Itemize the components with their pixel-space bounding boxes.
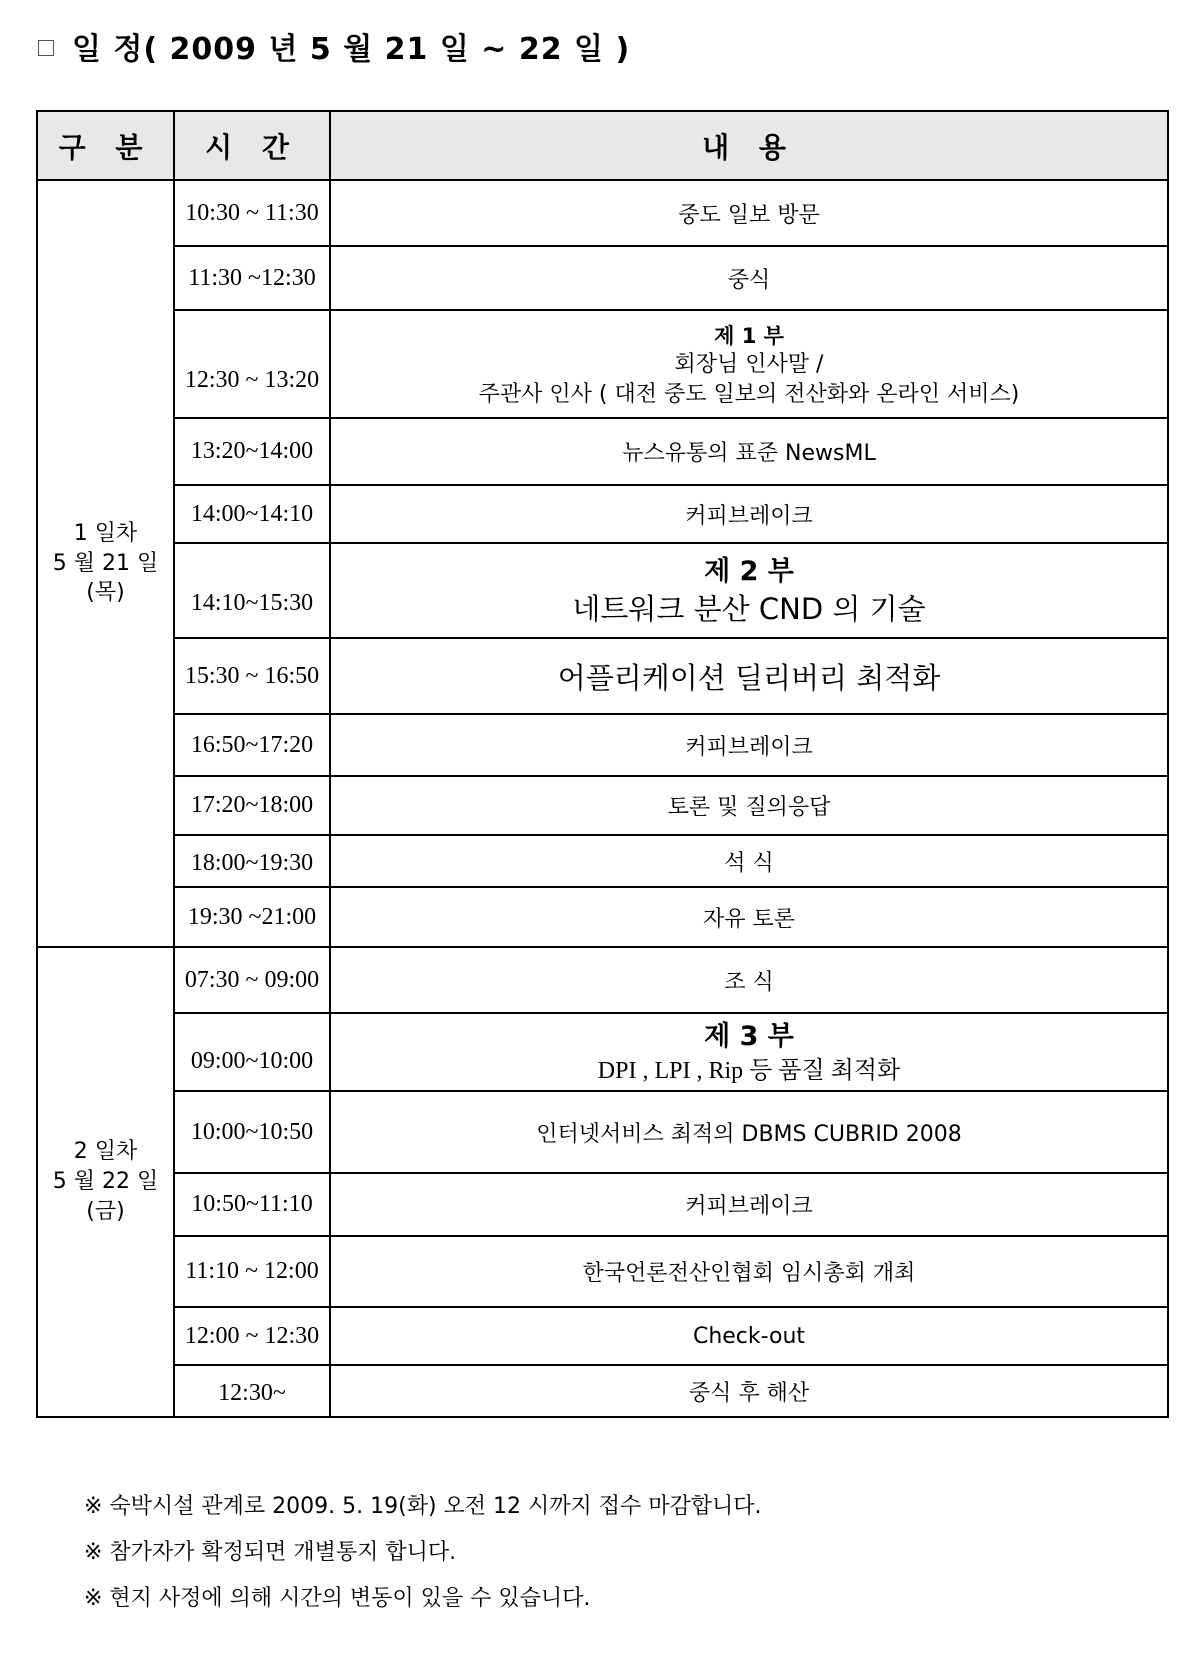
time-cell: 10:30 ~ 11:30 bbox=[174, 180, 330, 246]
time-cell: 13:20~14:00 bbox=[174, 418, 330, 485]
time-cell: 11:30 ~12:30 bbox=[174, 246, 330, 310]
time-cell: 16:50~17:20 bbox=[174, 714, 330, 776]
time-cell: 12:30 ~ 13:20 bbox=[174, 310, 330, 418]
time-cell: 14:10~15:30 bbox=[174, 543, 330, 638]
content-line: 주관사 인사 ( 대전 중도 일보의 전산화와 온라인 서비스) bbox=[478, 382, 1020, 408]
schedule-table bbox=[36, 110, 1169, 1418]
content-cell: 중식 bbox=[330, 246, 1168, 310]
time-cell: 09:00~10:00 bbox=[174, 1013, 330, 1091]
time-cell: 19:30 ~21:00 bbox=[174, 887, 330, 947]
table-row bbox=[37, 310, 1168, 418]
content-cell: 인터넷서비스 최적의 DBMS CUBRID 2008 bbox=[330, 1091, 1168, 1173]
note-item: ※ 참가자가 확정되면 개별통지 합니다. bbox=[84, 1540, 457, 1565]
content-line: DPI , LPI , Rip 등 품질 최적화 bbox=[597, 1058, 901, 1085]
table-row bbox=[37, 1365, 1168, 1417]
day1-label: 1 일차 bbox=[73, 520, 138, 546]
day2-date: 5 월 22 일 bbox=[52, 1169, 159, 1195]
content-cell: 커피브레이크 bbox=[330, 1173, 1168, 1236]
table-row bbox=[37, 714, 1168, 776]
table-row bbox=[37, 887, 1168, 947]
content-cell: 중식 후 해산 bbox=[330, 1365, 1168, 1417]
header-content: 내 용 bbox=[330, 111, 1168, 180]
content-cell: 자유 토론 bbox=[330, 887, 1168, 947]
day1-cell bbox=[37, 180, 174, 947]
day1-weekday: (목) bbox=[86, 580, 125, 606]
session-title: 제 1 부 bbox=[714, 324, 784, 349]
checkbox-square-icon bbox=[38, 40, 54, 56]
header-row bbox=[37, 111, 1168, 180]
table-row bbox=[37, 418, 1168, 485]
content-cell: 조 식 bbox=[330, 947, 1168, 1013]
table-row bbox=[37, 1091, 1168, 1173]
content-cell: 석 식 bbox=[330, 835, 1168, 887]
header-time: 시 간 bbox=[174, 111, 330, 180]
time-cell: 12:00 ~ 12:30 bbox=[174, 1307, 330, 1365]
content-cell: 커피브레이크 bbox=[330, 485, 1168, 543]
day2-label: 2 일차 bbox=[73, 1139, 138, 1165]
table-row bbox=[37, 1173, 1168, 1236]
time-cell: 18:00~19:30 bbox=[174, 835, 330, 887]
time-cell: 14:00~14:10 bbox=[174, 485, 330, 543]
time-cell: 10:50~11:10 bbox=[174, 1173, 330, 1236]
table-row bbox=[37, 180, 1168, 246]
title-text: 일 정( 2009 년 5 월 21 일 ~ 22 일 ) bbox=[72, 32, 631, 67]
session-title: 제 3 부 bbox=[704, 1020, 794, 1052]
page-title bbox=[38, 24, 630, 68]
content-cell: 어플리케이션 딜리버리 최적화 bbox=[330, 638, 1168, 714]
time-cell: 15:30 ~ 16:50 bbox=[174, 638, 330, 714]
table-row bbox=[37, 543, 1168, 638]
content-cell: 토론 및 질의응답 bbox=[330, 776, 1168, 835]
content-cell: 한국언론전산인협회 임시총회 개최 bbox=[330, 1236, 1168, 1307]
day1-date: 5 월 21 일 bbox=[52, 550, 159, 576]
table-row bbox=[37, 947, 1168, 1013]
table-row bbox=[37, 835, 1168, 887]
time-cell: 11:10 ~ 12:00 bbox=[174, 1236, 330, 1307]
content-cell: Check-out bbox=[330, 1307, 1168, 1365]
note-item: ※ 숙박시설 관계로 2009. 5. 19(화) 오전 12 시까지 접수 마감합니다. bbox=[84, 1494, 762, 1519]
content-cell: 중도 일보 방문 bbox=[330, 180, 1168, 246]
table-row bbox=[37, 638, 1168, 714]
content-cell bbox=[330, 310, 1168, 418]
table-row bbox=[37, 1236, 1168, 1307]
notes bbox=[84, 1484, 762, 1622]
content-cell: 커피브레이크 bbox=[330, 714, 1168, 776]
session-title: 제 2 부 bbox=[704, 555, 794, 587]
content-line: 네트워크 분산 CND 의 기술 bbox=[572, 592, 926, 627]
time-cell: 10:00~10:50 bbox=[174, 1091, 330, 1173]
note-item: ※ 현지 사정에 의해 시간의 변동이 있을 수 있습니다. bbox=[84, 1586, 591, 1611]
time-cell: 17:20~18:00 bbox=[174, 776, 330, 835]
table-row bbox=[37, 485, 1168, 543]
content-cell bbox=[330, 543, 1168, 638]
table-row bbox=[37, 1307, 1168, 1365]
table-row bbox=[37, 776, 1168, 835]
time-cell: 07:30 ~ 09:00 bbox=[174, 947, 330, 1013]
table-row bbox=[37, 1013, 1168, 1091]
table-row bbox=[37, 246, 1168, 310]
day2-cell bbox=[37, 947, 174, 1417]
content-cell: 뉴스유통의 표준 NewsML bbox=[330, 418, 1168, 485]
time-cell: 12:30~ bbox=[174, 1365, 330, 1417]
content-line: 회장님 인사말 / bbox=[674, 352, 824, 378]
header-category: 구 분 bbox=[37, 111, 174, 180]
day2-weekday: (금) bbox=[86, 1198, 125, 1224]
content-cell bbox=[330, 1013, 1168, 1091]
